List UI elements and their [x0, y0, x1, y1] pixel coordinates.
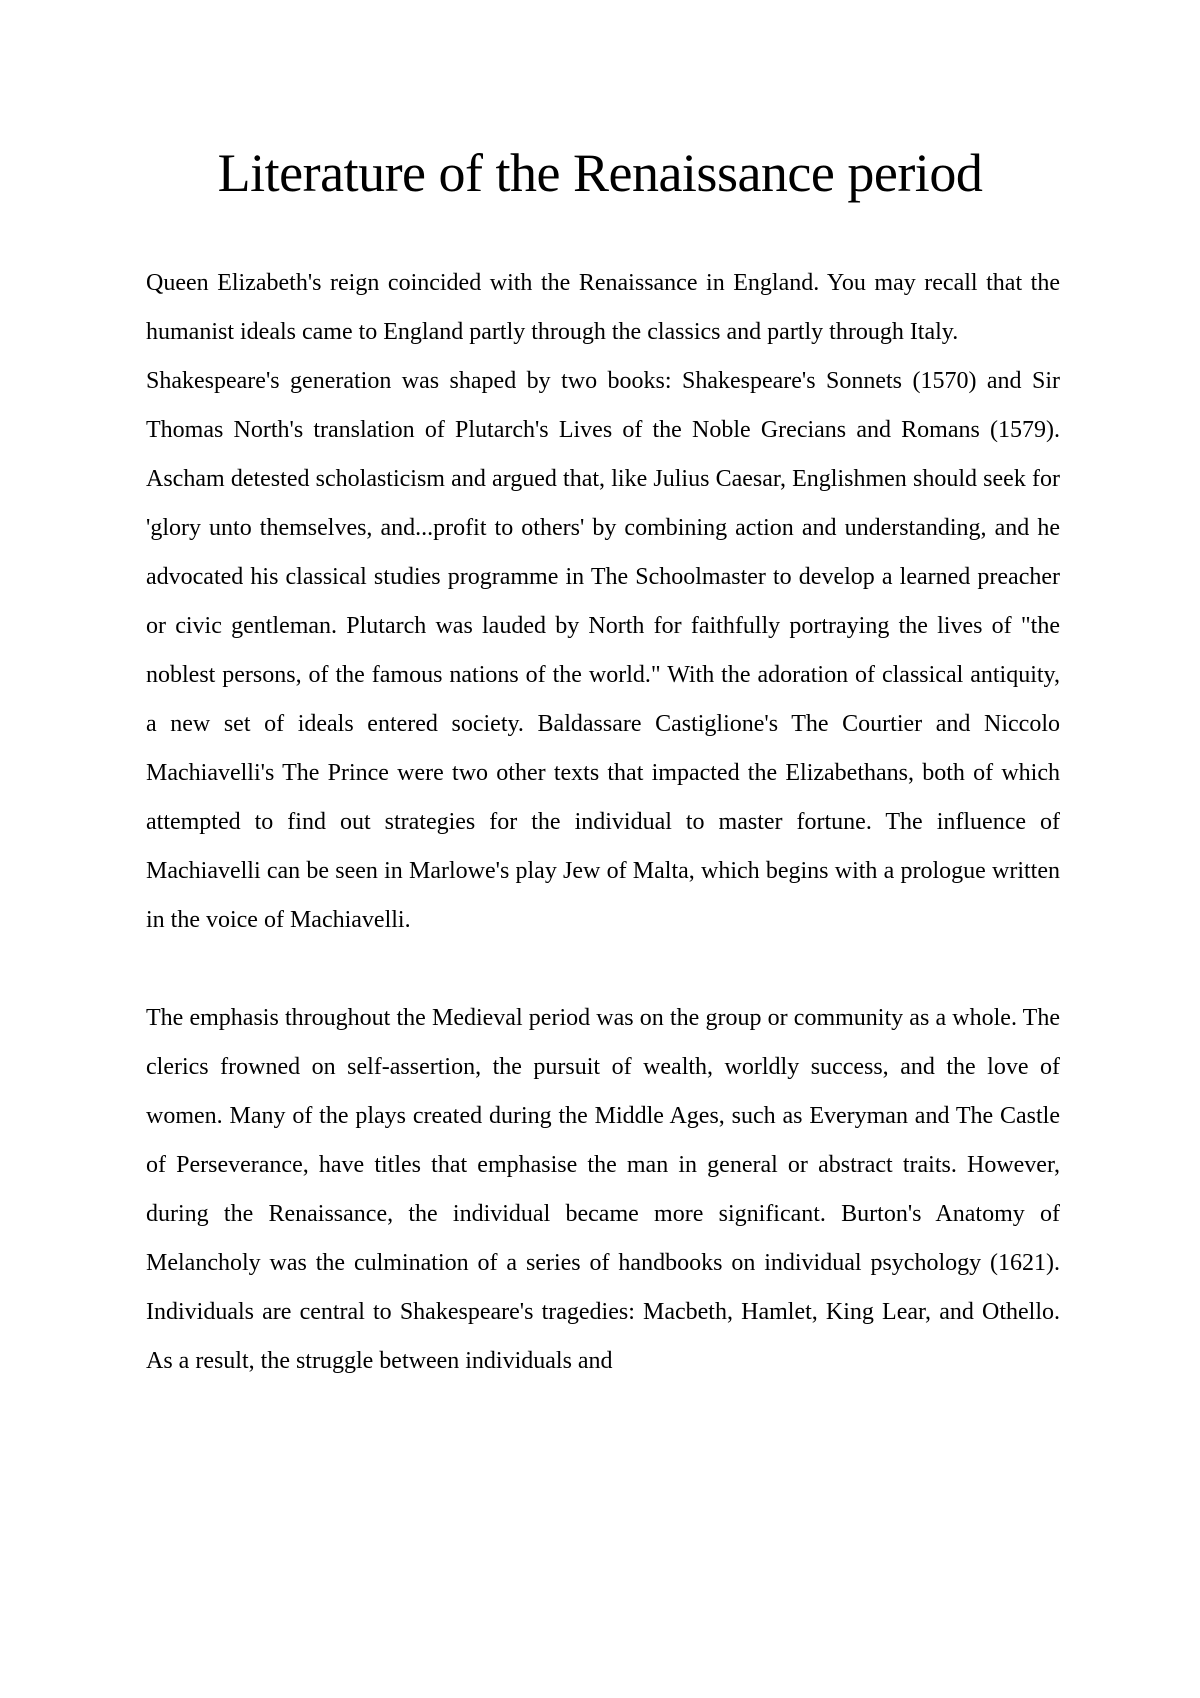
- document-body: [146, 259, 1060, 1386]
- paragraph-medieval-emphasis: The emphasis throughout the Medieval period was on the group or community as a whole. The clerics frowned on self-assertion, the pursuit of wealth, worldly success, and the love of women. Many of the plays created during the Middle Ages, such as Everyman and The Castle of Perseverance, have titles that emphasise the man in general or abstract traits. However, during the Renaissance, the individual became more significant. Burton's Anatomy of Melancholy was the culmination of a series of handbooks on individual psychology (1621). Individuals are central to Shakespeare's tragedies: Macbeth, Hamlet, King Lear, and Othello. As a result, the struggle between individuals and: [146, 1005, 1060, 1374]
- paragraph-shakespeare-generation: Shakespeare's generation was shaped by two books: Shakespeare's Sonnets (1570) and Sir Thomas North's translation of Plutarch's Lives of the Noble Grecians and Romans (1579). Ascham detested scholasticism and argued that, like Julius Caesar, Englishmen should seek for 'glory unto themselves, and...profit to others' by combining action and understanding, and he advocated his classical studies programme in The Schoolmaster to develop a learned preacher or civic gentleman. Plutarch was lauded by North for faithfully portraying the lives of "the noblest persons, of the famous nations of the world." With the adoration of classical antiquity, a new set of ideals entered society. Baldassare Castiglione's The Courtier and Niccolo Machiavelli's The Prince were two other texts that impacted the Elizabethans, both of which attempted to find out strategies for the individual to master fortune. The influence of Machiavelli can be seen in Marlowe's play Jew of Malta, which begins with a prologue written in the voice of Machiavelli.: [146, 368, 1060, 933]
- page-title: Literature of the Renaissance period: [217, 143, 983, 203]
- paragraph-elizabeth-renaissance: Queen Elizabeth's reign coincided with the Renaissance in England. You may recall that the humanist ideals came to England partly through the classics and partly through Italy.: [146, 270, 1060, 345]
- paragraph-spacer: [146, 945, 1060, 994]
